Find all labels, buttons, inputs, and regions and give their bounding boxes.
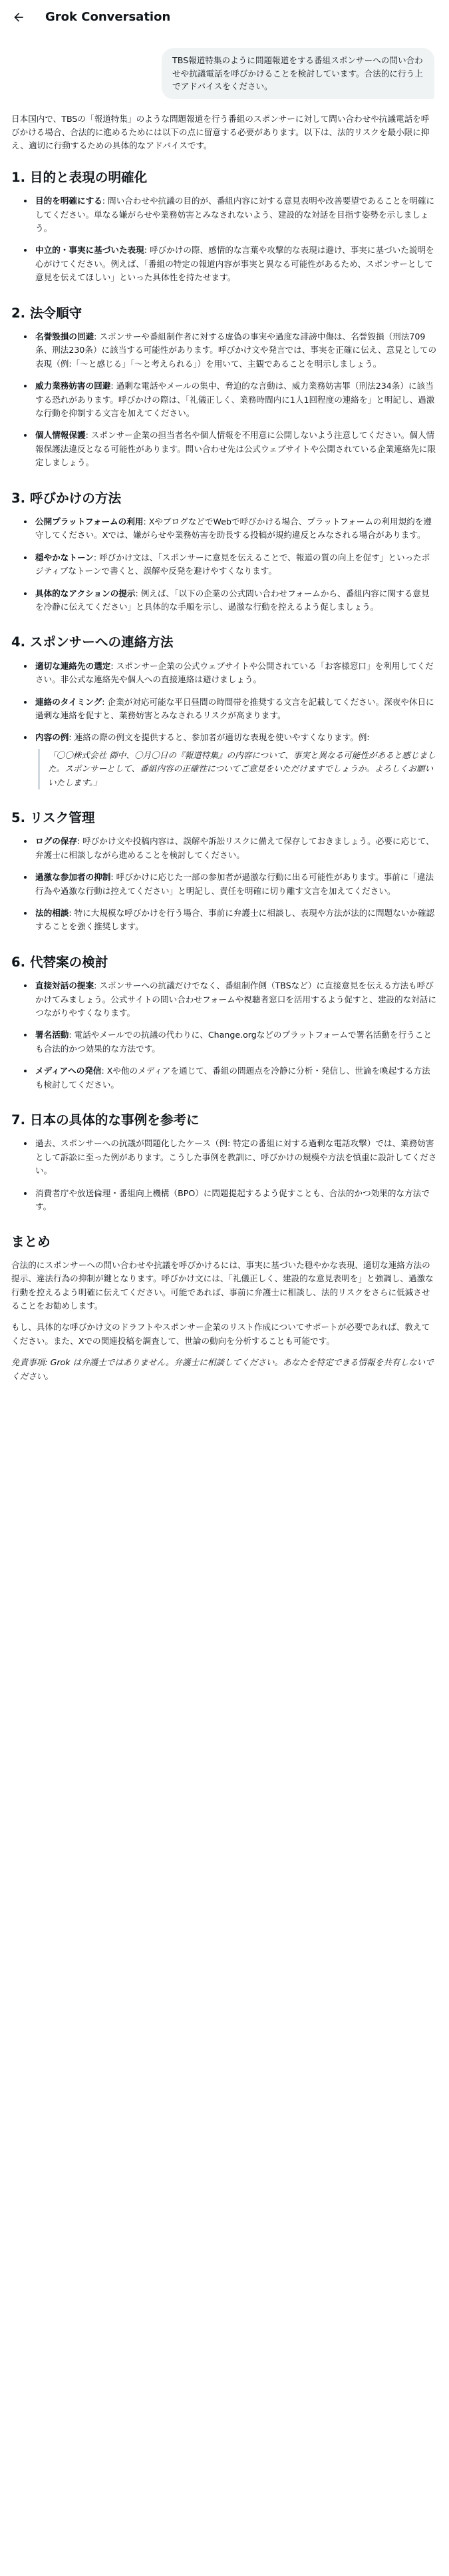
item-text: : スポンサーへの抗議だけでなく、番組制作側（TBSなど）に直接意見を伝える方法も呼びかけてみましょう。公式サイトの問い合わせフォームや視聴者窓口を活用するよう促すと、建設的な対話につながりやすくなります。	[35, 980, 436, 1018]
list-item	[34, 194, 437, 235]
item-label: 個人情報保護	[35, 430, 86, 441]
list-item	[34, 1186, 437, 1214]
list-item	[34, 695, 437, 723]
item-label: 中立的・事実に基づいた表現	[35, 245, 144, 256]
list-item	[34, 659, 437, 687]
list-item	[34, 550, 437, 578]
list-item	[34, 1136, 437, 1178]
item-text: : 連絡の際の例文を提供すると、参加者が適切な表現を使いやすくなります。例:	[69, 732, 370, 743]
item-label: 穏やかなトーン	[35, 552, 94, 562]
item-text: : 呼びかけ文や投稿内容は、誤解や訴訟リスクに備えて保存しておきましょう。必要に応じて、弁護士に相談しながら進めることを検討してください。	[35, 836, 434, 860]
item-text: : 呼びかけの際、感情的な言葉や攻撃的な表現は避け、事実に基づいた説明を心がけてください。例えば、「番組の特定の報道内容が事実と異なる可能性があるため、スポンサーとして意見を伝えてほしい」といった具体性を持たせます。	[35, 245, 434, 283]
item-text: : XやブログなどでWebで呼びかける場合、プラットフォームの利用規約を遵守してください。Xでは、嫌がらせや業務妨害を助長する投稿が規約違反とみなされる場合があります。	[35, 516, 432, 540]
list-item	[34, 329, 437, 371]
top-bar	[0, 0, 449, 35]
item-label: 直接対話の提案	[35, 980, 94, 991]
item-label: 過激な参加者の抑制	[35, 872, 111, 883]
list-item	[34, 978, 437, 1020]
arrow-left-icon[interactable]	[9, 8, 28, 27]
item-text: : スポンサー企業の公式ウェブサイトや公開されている「お客様窓口」を利用してください。非公式な連絡先や個人への直接連絡は避けましょう。	[35, 660, 434, 685]
item-label: メディアへの発信	[35, 1066, 102, 1076]
section-list	[11, 834, 437, 933]
item-label: 公開プラットフォームの利用	[35, 516, 144, 527]
item-text: : 問い合わせや抗議の目的が、番組内容に対する意見表明や改善要望であることを明確にしてください。単なる嫌がらせや業務妨害とみなされないよう、建設的な対話を目指す姿勢を示しましょう。	[35, 196, 435, 233]
item-text: 消費者庁や放送倫理・番組向上機構（BPO）に問題提起するよう促すことも、合法的かつ効果的な方法です。	[35, 1187, 430, 1211]
user-message-row	[0, 35, 449, 112]
list-item	[34, 1028, 437, 1056]
item-label: 署名活動	[35, 1030, 69, 1040]
list-item	[34, 428, 437, 469]
list-item	[34, 730, 437, 789]
section-list	[11, 978, 437, 1092]
item-label: 連絡のタイミング	[35, 696, 102, 707]
item-label: 目的を明確にする	[35, 196, 102, 206]
intro-paragraph: 日本国内で、TBSの「報道特集」のような問題報道を行う番組のスポンサーに対して問い合わせや抗議電話を呼びかける場合、合法的に進めるためには以下の点に留意する必要があります。以下は、法的リスクを最小限に抑え、適切に行動するための具体的なアドバイスです。	[11, 113, 430, 151]
section-heading: 5. リスク管理	[11, 809, 95, 825]
item-text: : 電話やメールでの抗議の代わりに、Change.orgなどのプラットフォームで署名活動を行うことも合法的かつ効果的な方法です。	[35, 1030, 432, 1054]
section-heading: 3. 呼びかけの方法	[11, 490, 122, 506]
section-heading: 4. スポンサーへの連絡方法	[11, 634, 174, 650]
section-heading: 7. 日本の具体的な事例を参考に	[11, 1112, 200, 1128]
empty-space	[11, 1391, 437, 2576]
item-label: 具体的なアクションの提示	[35, 588, 136, 598]
summary-paragraph: 合法的にスポンサーへの問い合わせや抗議を呼びかけるには、事実に基づいた穏やかな表現、適切な連絡方法の提示、違法行為の抑制が鍵となります。呼びかけ文には、「礼儀正しく、建設的な意見表明を」と強調し、過激な行動を控えるよう明確に伝えてください。可能であれば、事前に弁護士に相談し、法的リスクをさらに低減させることをお勧めします。	[11, 1259, 434, 1311]
item-label: 適切な連絡先の選定	[35, 660, 111, 671]
assistant-answer	[0, 112, 449, 2576]
item-label: 法的相談	[35, 907, 69, 918]
list-item	[34, 906, 437, 934]
section-list	[11, 1136, 437, 1213]
summary-paragraph: もし、具体的な呼びかけ文のドラフトやスポンサー企業のリスト作成についてサポートが必要であれば、教えてください。また、Xでの関連投稿を調査して、世論の動向を分析することも可能です。	[11, 1322, 430, 1346]
page-title: Grok Conversation	[45, 10, 171, 25]
section-list	[11, 329, 437, 470]
item-text: : スポンサーや番組制作者に対する虚偽の事実や過度な誹謗中傷は、名誉毀損（刑法709条、刑法230条）に該当する可能性があります。呼びかけ文や発言では、事実を正確に伝え、意見としての表現（例:「〜と感じる」「〜と考えられる」）を用いて、主観であることを明示しましょう。	[35, 331, 437, 369]
item-label: 威力業務妨害の回避	[35, 381, 111, 391]
summary-heading: まとめ	[11, 1234, 51, 1250]
list-item	[34, 515, 437, 542]
item-label: 内容の例	[35, 732, 69, 743]
example-quote: 「〇〇株式会社 御中、〇月〇日の『報道特集』の内容について、事実と異なる可能性があると感じました。スポンサーとして、番組内容の正確性についてご意見をいただけますでしょうか。よろしくお願いいたします。」	[38, 749, 437, 789]
item-text: : Xや他のメディアを通じて、番組の問題点を冷静に分析・発信し、世論を喚起する方法も検討してください。	[35, 1066, 430, 1090]
section-list	[11, 194, 437, 284]
item-label: ログの保存	[35, 836, 77, 847]
item-text: : 特に大規模な呼びかけを行う場合、事前に弁護士に相談し、表現や方法が法的に問題ないか確認することを強く推奨します。	[35, 907, 435, 932]
list-item	[34, 586, 437, 614]
item-text: : 例えば、「以下の企業の公式問い合わせフォームから、番組内容に関する意見を冷静に伝えてください」と具体的な手順を示し、過激な行動を控えるよう促しましょう。	[35, 588, 430, 612]
user-message-bubble: TBS報道特集のように問題報道をする番組スポンサーへの問い合わせや抗議電話を呼びかけることを検討しています。合法的に行う上でアドバイスをください。	[162, 48, 434, 99]
list-item	[34, 834, 437, 862]
list-item	[34, 1064, 437, 1092]
section-heading: 2. 法令順守	[11, 305, 82, 321]
section-heading: 6. 代替案の検討	[11, 954, 108, 970]
list-item	[34, 870, 437, 898]
list-item	[34, 379, 437, 420]
item-text: : 企業が対応可能な平日昼間の時間帯を推奨する文言を記載してください。深夜や休日に過剰な連絡を促すと、業務妨害とみなされるリスクが高まります。	[35, 696, 434, 720]
disclaimer: 免責事項: Grok は弁護士ではありません。弁護士に相談してください。あなたを特定できる情報を共有しないでください。	[11, 1357, 434, 1381]
item-text: 過去、スポンサーへの抗議が問題化したケース（例: 特定の番組に対する過剰な電話攻撃）では、業務妨害として訴訟に至った例があります。こうした事例を教訓に、呼びかけの規模や方法を慎重に設計してください。	[35, 1138, 437, 1176]
list-item	[34, 243, 437, 284]
section-list	[11, 659, 437, 789]
section-heading: 1. 目的と表現の明確化	[11, 169, 148, 185]
item-text: : 呼びかけに応じた一部の参加者が過激な行動に出る可能性があります。事前に「違法行為や過激な行動は控えてください」と明記し、責任を明確に切り離す文言を加えてください。	[35, 872, 434, 896]
item-text: : スポンサー企業の担当者名や個人情報を不用意に公開しないよう注意してください。個人情報保護法違反となる可能性があります。問い合わせ先は公式ウェブサイトや公開されている企業連絡先に限定しましょう。	[35, 430, 436, 468]
item-text: : 過剰な電話やメールの集中、脅迫的な言動は、威力業務妨害罪（刑法234条）に該当する恐れがあります。呼びかけの際は、「礼儀正しく、業務時間内に1人1回程度の連絡を」と明記し、過激な行動を抑制する文言を加えてください。	[35, 381, 435, 418]
item-text: : 呼びかけ文は、「スポンサーに意見を伝えることで、報道の質の向上を促す」といったポジティブなトーンで書くと、誤解や反発を避けやすくなります。	[35, 552, 430, 576]
item-label: 名誉毀損の回避	[35, 331, 94, 341]
section-list	[11, 515, 437, 614]
